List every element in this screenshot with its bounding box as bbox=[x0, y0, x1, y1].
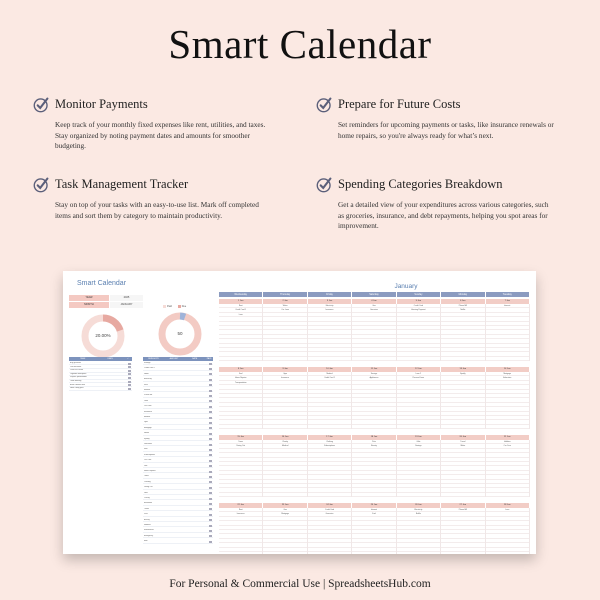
task-checkbox[interactable] bbox=[128, 384, 131, 386]
spreadsheet-preview bbox=[63, 271, 536, 554]
calendar-entry-cell[interactable] bbox=[397, 552, 440, 554]
payment-row bbox=[143, 362, 213, 365]
calendar-entry-cell[interactable] bbox=[441, 552, 484, 554]
sheet-title: Smart Calendar bbox=[77, 280, 127, 287]
payment-row bbox=[143, 416, 213, 419]
payment-row bbox=[143, 443, 213, 446]
payment-category: Taxes bbox=[144, 475, 149, 478]
paid-checkbox[interactable] bbox=[209, 390, 212, 392]
payment-row bbox=[143, 389, 213, 392]
payment-row bbox=[143, 519, 213, 522]
task-checkbox[interactable] bbox=[128, 363, 131, 365]
calendar-entry-cell[interactable] bbox=[352, 425, 395, 429]
payment-category: Water bbox=[144, 372, 149, 375]
paid-checkbox[interactable] bbox=[209, 514, 212, 516]
date-cell: 23 Jan bbox=[263, 503, 307, 508]
paid-checkbox[interactable] bbox=[209, 525, 212, 527]
calendar-entry-cell[interactable]: Internet bbox=[352, 508, 395, 512]
calendar-entry-cell[interactable]: Education bbox=[486, 376, 529, 380]
paid-checkbox[interactable] bbox=[209, 368, 212, 370]
payment-category: Mortgage bbox=[144, 426, 152, 429]
date-cell: 22 Jan bbox=[219, 503, 263, 508]
date-cell: 11 Jan bbox=[352, 367, 396, 372]
task-row bbox=[69, 387, 132, 390]
calendar-entry-cell[interactable] bbox=[308, 357, 351, 361]
calendar-entry-cell[interactable]: Fuel bbox=[352, 512, 395, 516]
date-cell: 19 Jan bbox=[397, 435, 441, 440]
payment-row bbox=[143, 367, 213, 370]
paid-checkbox[interactable] bbox=[209, 400, 212, 402]
footer-text: For Personal & Commercial Use | SpreadsheetsHub.com bbox=[169, 578, 431, 590]
calendar-entry-cell[interactable]: Credit Card 1 bbox=[308, 376, 351, 380]
calendar-entry-cell[interactable] bbox=[219, 357, 262, 361]
date-cell: 3 Jan bbox=[308, 299, 352, 304]
calendar-entry-cell[interactable]: Electricity bbox=[397, 508, 440, 512]
date-cell: 6 Jan bbox=[441, 299, 485, 304]
paid-checkbox[interactable] bbox=[209, 503, 212, 505]
payment-status-label: 50 bbox=[177, 331, 183, 336]
paid-checkbox[interactable] bbox=[209, 384, 212, 386]
calendar-entry-cell[interactable]: Car Care bbox=[486, 444, 529, 448]
task-checkbox[interactable] bbox=[128, 388, 131, 390]
calendar-entry-cell[interactable]: Gas bbox=[263, 508, 306, 512]
paid-checkbox[interactable] bbox=[209, 444, 212, 446]
date-cell: 14 Jan bbox=[486, 367, 530, 372]
calendar-entry-cell[interactable] bbox=[263, 493, 306, 497]
check-badge-icon bbox=[33, 96, 50, 113]
payment-category: Groceries bbox=[144, 443, 152, 445]
paid-checkbox[interactable] bbox=[209, 373, 212, 375]
calendar-entry-cell[interactable] bbox=[263, 425, 306, 429]
payment-row bbox=[143, 454, 213, 457]
week-entries bbox=[219, 372, 530, 429]
payment-row bbox=[143, 508, 213, 511]
week-dates-row bbox=[219, 435, 530, 440]
calendar-entry-cell[interactable]: Insurance bbox=[263, 376, 306, 380]
paid-checkbox[interactable] bbox=[209, 379, 212, 381]
payment-row bbox=[143, 524, 213, 527]
paid-checkbox[interactable] bbox=[209, 417, 212, 419]
task-checkbox[interactable] bbox=[128, 381, 131, 383]
payment-category: Fuel bbox=[144, 448, 148, 451]
calendar-entry-cell[interactable] bbox=[441, 425, 484, 429]
calendar-entry-cell[interactable]: Subscriptions bbox=[308, 444, 351, 448]
payment-category: Emergency bbox=[144, 534, 154, 537]
feature-heading: Spending Categories Breakdown bbox=[338, 177, 503, 191]
calendar-entry-cell[interactable]: Insurance bbox=[308, 308, 351, 312]
calendar-entry-cell[interactable] bbox=[219, 425, 262, 429]
calendar-entry-cell[interactable] bbox=[441, 493, 484, 497]
year-select[interactable]: 2025 bbox=[110, 295, 143, 301]
date-cell: 10 Jan bbox=[308, 367, 352, 372]
payment-category: Home Repairs bbox=[144, 470, 156, 472]
payment-category: Hobbies bbox=[144, 524, 151, 526]
paid-checkbox[interactable] bbox=[209, 481, 212, 483]
calendar-entry-cell[interactable] bbox=[397, 493, 440, 497]
payment-row bbox=[143, 481, 213, 484]
task-name: Prepare presentation bbox=[70, 376, 87, 379]
calendar-entry-cell[interactable]: Credit Card 1 bbox=[219, 308, 262, 312]
calendar-entry-cell[interactable]: Gym bbox=[263, 372, 306, 376]
payment-category: Spotify bbox=[144, 437, 150, 440]
date-cell: 17 Jan bbox=[308, 435, 352, 440]
date-cell: 28 Jan bbox=[486, 503, 530, 508]
date-cell: 18 Jan bbox=[352, 435, 396, 440]
paid-checkbox[interactable] bbox=[209, 498, 212, 500]
calendar-entry-cell[interactable] bbox=[308, 425, 351, 429]
task-checkbox[interactable] bbox=[128, 373, 131, 375]
paid-checkbox[interactable] bbox=[209, 406, 212, 408]
task-name: Call mechanic bbox=[70, 365, 82, 368]
payment-category: Pets bbox=[144, 513, 148, 516]
tasks-table-header: TASK DATE ✓ bbox=[69, 357, 132, 361]
task-name: Organize workspace bbox=[70, 372, 87, 375]
task-progress-label: 20.00% bbox=[95, 333, 111, 338]
date-cell: 16 Jan bbox=[263, 435, 307, 440]
weekday-header: Wednesday Thursday Friday Saturday Sunday Monday Tuesday bbox=[219, 292, 530, 297]
calendar-entry-cell[interactable]: Groceries bbox=[308, 512, 351, 516]
calendar-entry-cell[interactable]: Insurance bbox=[219, 512, 262, 516]
paid-checkbox[interactable] bbox=[209, 492, 212, 494]
paid-checkbox[interactable] bbox=[209, 454, 212, 456]
paid-checkbox[interactable] bbox=[209, 460, 212, 462]
task-name: Write a blog post bbox=[70, 387, 84, 390]
task-checkbox[interactable] bbox=[128, 366, 131, 368]
calendar-entry-cell[interactable]: Pets bbox=[352, 440, 395, 444]
calendar-entry-cell[interactable]: Medical bbox=[263, 444, 306, 448]
calendar-entry-cell[interactable] bbox=[486, 552, 529, 554]
payment-row bbox=[143, 492, 213, 495]
calendar-entry-cell[interactable]: Rent bbox=[219, 508, 262, 512]
calendar-entry-cell[interactable] bbox=[397, 425, 440, 429]
calendar-entry-cell[interactable] bbox=[397, 357, 440, 361]
payment-category: Gym bbox=[144, 421, 148, 424]
calendar-entry-cell[interactable]: Rent bbox=[219, 304, 262, 308]
paid-checkbox[interactable] bbox=[209, 471, 212, 473]
date-cell: 4 Jan bbox=[352, 299, 396, 304]
payment-row bbox=[143, 465, 213, 468]
payment-row bbox=[143, 502, 213, 505]
calendar-entry-cell[interactable] bbox=[263, 357, 306, 361]
payment-category: Gifts bbox=[144, 491, 148, 494]
feature-description: Get a detailed view of your expenditures across various categories, such as groceries, insurance, and debt repayments, helping you spot areas for improvement. bbox=[338, 200, 549, 230]
calendar-entry-cell[interactable]: Savings bbox=[352, 372, 395, 376]
date-cell: 13 Jan bbox=[441, 367, 485, 372]
feature-future-costs bbox=[316, 96, 556, 141]
task-name: Clean the house bbox=[70, 369, 84, 372]
calendar-entry-cell[interactable]: Housing Payment bbox=[397, 308, 440, 312]
payments-table-header: CATEGORY AMOUNT DATE PAID bbox=[143, 357, 213, 361]
date-cell: 9 Jan bbox=[263, 367, 307, 372]
paid-checkbox[interactable] bbox=[209, 530, 212, 532]
payment-row bbox=[143, 378, 213, 381]
calendar-entry-cell[interactable]: Travel bbox=[441, 440, 484, 444]
donut-legend: Paid Due bbox=[163, 305, 186, 308]
calendar-entry-cell[interactable]: Beauty bbox=[352, 444, 395, 448]
payment-row bbox=[143, 470, 213, 473]
task-name: Team meeting bbox=[70, 380, 82, 382]
calendar-entry-cell[interactable] bbox=[441, 357, 484, 361]
page-title: Smart Calendar bbox=[168, 21, 432, 67]
payment-row bbox=[143, 432, 213, 435]
payment-category: Misc bbox=[144, 540, 148, 543]
date-cell: 2 Jan bbox=[263, 299, 307, 304]
calendar-entry-cell[interactable]: Personal Loan bbox=[397, 376, 440, 380]
payment-row bbox=[143, 459, 213, 462]
calendar-entry-cell[interactable]: Credit Card bbox=[397, 304, 440, 308]
calendar-entry-cell[interactable] bbox=[486, 493, 529, 497]
task-name: Buy groceries bbox=[70, 362, 81, 364]
payment-category: Beauty bbox=[144, 518, 150, 521]
task-name: Book a dentist visit bbox=[70, 383, 85, 386]
calendar-entry-cell[interactable]: Credit Card bbox=[308, 508, 351, 512]
date-cell: 15 Jan bbox=[219, 435, 263, 440]
payment-category: Car Care bbox=[144, 459, 152, 462]
feature-task-tracker bbox=[33, 176, 273, 221]
paid-checkbox[interactable] bbox=[209, 363, 212, 365]
payment-category: Credit Card 1 bbox=[144, 367, 155, 370]
date-cell: 25 Jan bbox=[352, 503, 396, 508]
payment-category: Netflix bbox=[144, 432, 149, 435]
payment-row bbox=[143, 497, 213, 500]
payment-category: Loan bbox=[144, 399, 148, 402]
calendar-entry-cell[interactable] bbox=[308, 493, 351, 497]
feature-description: Keep track of your monthly fixed expenses like rent, utilities, and taxes. Stay organized by noting payment dates and amounts for smoother budgeting. bbox=[55, 120, 266, 150]
payment-row bbox=[143, 529, 213, 532]
calendar-entry-cell[interactable]: Loan 2 bbox=[397, 372, 440, 376]
payment-category: Insurance bbox=[144, 410, 152, 413]
calendar-entry-cell[interactable]: Mortgage bbox=[263, 512, 306, 516]
week-dates-row bbox=[219, 367, 530, 372]
payment-category: Rent bbox=[144, 383, 148, 386]
calendar-entry-cell[interactable]: Hobbies bbox=[486, 440, 529, 444]
payment-category: Phone Bill bbox=[144, 394, 153, 397]
calendar-entry-cell[interactable]: Water bbox=[441, 444, 484, 448]
calendar-entry-cell[interactable] bbox=[263, 552, 306, 554]
paid-checkbox[interactable] bbox=[209, 438, 212, 440]
calendar-entry-cell[interactable] bbox=[308, 552, 351, 554]
week-entries bbox=[219, 304, 530, 361]
payment-category: Subscriptions bbox=[144, 453, 155, 456]
calendar-entry-cell[interactable] bbox=[352, 552, 395, 554]
payment-category: Investments bbox=[144, 529, 154, 532]
year-label: YEAR bbox=[69, 295, 109, 301]
paid-checkbox[interactable] bbox=[209, 508, 212, 510]
calendar-entry-cell[interactable]: Electricity bbox=[308, 304, 351, 308]
check-badge-icon bbox=[316, 96, 333, 113]
check-badge-icon bbox=[316, 176, 333, 193]
payment-row bbox=[143, 448, 213, 451]
payment-row bbox=[143, 394, 213, 397]
paid-checkbox[interactable] bbox=[209, 411, 212, 413]
calendar-entry-cell[interactable]: Phone Bill bbox=[441, 508, 484, 512]
calendar-entry-cell[interactable]: Transportation bbox=[219, 381, 262, 385]
payment-category: Internet bbox=[144, 389, 151, 391]
date-cell: 8 Jan bbox=[219, 367, 263, 372]
date-cell: 1 Jan bbox=[219, 299, 263, 304]
paid-checkbox[interactable] bbox=[209, 433, 212, 435]
payment-category: Charity bbox=[144, 497, 150, 499]
calendar-entry-cell[interactable]: Gas bbox=[352, 304, 395, 308]
payment-category: Savings bbox=[144, 362, 151, 364]
calendar-entry-cell[interactable]: Clothing bbox=[308, 440, 351, 444]
month-heading: January bbox=[394, 283, 418, 290]
payment-row bbox=[143, 384, 213, 387]
payment-row bbox=[143, 373, 213, 376]
payment-row bbox=[143, 405, 213, 408]
calendar-entry-cell[interactable] bbox=[352, 493, 395, 497]
calendar-entry-cell[interactable] bbox=[486, 357, 529, 361]
paid-checkbox[interactable] bbox=[209, 465, 212, 467]
feature-heading: Monitor Payments bbox=[55, 97, 148, 111]
payment-category: Electricity bbox=[144, 378, 152, 381]
date-cell: 21 Jan bbox=[486, 435, 530, 440]
feature-monitor-payments bbox=[33, 96, 273, 152]
paid-checkbox[interactable] bbox=[209, 476, 212, 478]
week-entries bbox=[219, 508, 530, 554]
calendar-entry-cell[interactable]: Netflix bbox=[441, 308, 484, 312]
feature-spending-breakdown bbox=[316, 176, 556, 232]
week-entries bbox=[219, 440, 530, 497]
payment-category: Medical bbox=[144, 416, 151, 418]
calendar-entry-cell[interactable]: Groceries bbox=[352, 308, 395, 312]
payment-row bbox=[143, 540, 213, 543]
calendar-entry-cell[interactable] bbox=[219, 493, 262, 497]
calendar-entry-cell[interactable]: Spotify bbox=[441, 372, 484, 376]
calendar-entry-cell[interactable]: Medical bbox=[308, 372, 351, 376]
calendar-entry-cell[interactable]: Netflix bbox=[397, 512, 440, 516]
calendar-entry-cell[interactable]: Gifts bbox=[397, 440, 440, 444]
payment-row bbox=[143, 421, 213, 424]
calendar-entry-cell[interactable]: Loan bbox=[486, 508, 529, 512]
calendar-entry-cell[interactable]: Home Repairs bbox=[219, 376, 262, 380]
calendar-entry-cell[interactable]: Internet bbox=[486, 304, 529, 308]
payment-category: Car Loan bbox=[144, 405, 152, 408]
calendar-entry-cell[interactable]: Dining Out bbox=[219, 444, 262, 448]
date-cell: 12 Jan bbox=[397, 367, 441, 372]
calendar-entry-cell[interactable]: Charity bbox=[263, 440, 306, 444]
paid-checkbox[interactable] bbox=[209, 427, 212, 429]
calendar-entry-cell[interactable] bbox=[486, 425, 529, 429]
calendar-entry-cell[interactable]: Phone Bill bbox=[441, 304, 484, 308]
calendar-entry-cell[interactable]: Savings bbox=[397, 444, 440, 448]
payment-row bbox=[143, 400, 213, 403]
paid-checkbox[interactable] bbox=[209, 449, 212, 451]
paid-checkbox[interactable] bbox=[209, 535, 212, 537]
calendar-entry-cell[interactable]: Fuel bbox=[219, 372, 262, 376]
date-cell: 27 Jan bbox=[441, 503, 485, 508]
payment-category: Travel bbox=[144, 507, 149, 510]
paid-checkbox[interactable] bbox=[209, 422, 212, 424]
date-cell: 5 Jan bbox=[397, 299, 441, 304]
payment-category: Dining Out bbox=[144, 486, 153, 489]
month-select[interactable]: JANUARY bbox=[110, 302, 143, 308]
payment-row bbox=[143, 535, 213, 538]
week-dates-row bbox=[219, 503, 530, 508]
feature-description: Stay on top of your tasks with an easy-to-use list. Mark off completed items and sort them by category to maintain productivity. bbox=[55, 200, 259, 220]
calendar-entry-cell[interactable]: Car Loan bbox=[263, 308, 306, 312]
calendar-entry-cell[interactable]: Mortgage bbox=[486, 372, 529, 376]
payment-category: Education bbox=[144, 502, 152, 505]
payment-category: Gas bbox=[144, 464, 148, 467]
calendar-entry-cell[interactable]: Taxes bbox=[219, 440, 262, 444]
check-badge-icon bbox=[33, 176, 50, 193]
payment-row bbox=[143, 438, 213, 441]
date-cell: 24 Jan bbox=[308, 503, 352, 508]
date-cell: 7 Jan bbox=[486, 299, 530, 304]
feature-heading: Prepare for Future Costs bbox=[338, 97, 461, 111]
calendar-entry-cell[interactable]: Water bbox=[263, 304, 306, 308]
payment-row bbox=[143, 486, 213, 489]
month-label: MONTH bbox=[69, 302, 109, 308]
payment-row bbox=[143, 411, 213, 414]
payment-row bbox=[143, 427, 213, 430]
calendar-entry-cell[interactable]: Appliances bbox=[352, 376, 395, 380]
date-cell: 26 Jan bbox=[397, 503, 441, 508]
paid-checkbox[interactable] bbox=[209, 541, 212, 543]
paid-checkbox[interactable] bbox=[209, 487, 212, 489]
calendar-entry-cell[interactable]: Loan bbox=[219, 313, 262, 317]
paid-checkbox[interactable] bbox=[209, 519, 212, 521]
payment-row bbox=[143, 513, 213, 516]
task-checkbox[interactable] bbox=[128, 377, 131, 379]
feature-description: Set reminders for upcoming payments or tasks, like insurance renewals or home repairs, so you're always ready for what’s next. bbox=[338, 120, 554, 140]
week-dates-row bbox=[219, 299, 530, 304]
feature-heading: Task Management Tracker bbox=[55, 177, 189, 191]
calendar-entry-cell[interactable] bbox=[219, 552, 262, 554]
date-cell: 20 Jan bbox=[441, 435, 485, 440]
payment-category: Clothing bbox=[144, 480, 151, 483]
calendar-entry-cell[interactable] bbox=[352, 357, 395, 361]
task-checkbox[interactable] bbox=[128, 370, 131, 372]
payment-row bbox=[143, 475, 213, 478]
paid-checkbox[interactable] bbox=[209, 395, 212, 397]
